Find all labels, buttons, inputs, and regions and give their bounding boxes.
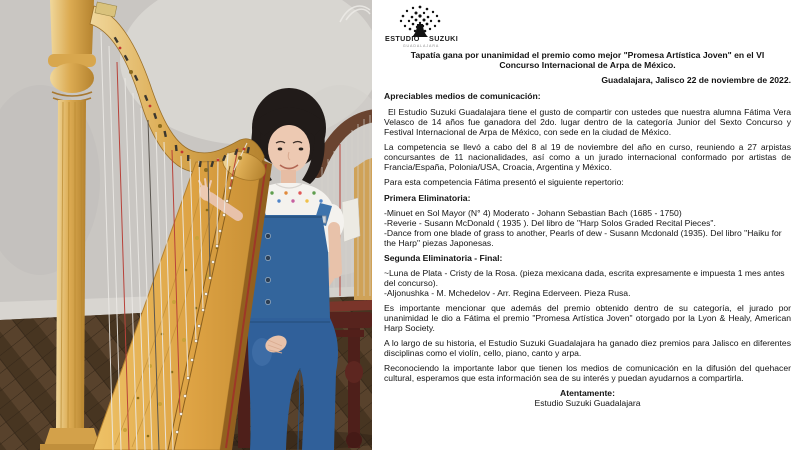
logo-city: GUADALAJARA	[402, 44, 440, 48]
repertoire-item: -Reverie - Susann McDonald ( 1935 ). Del libro de "Harp Solos Graded Recital Pieces".	[384, 217, 716, 228]
dateline: Guadalajara, Jalisco 22 de noviembre de 2022.	[601, 75, 791, 86]
press-release-document	[372, 0, 800, 450]
logo-word-right: SUZUKI	[429, 34, 459, 43]
girl-face	[268, 125, 310, 173]
repertoire-item: ~Luna de Plata - Cristy de la Rosa. (pieza mexicana dada, escrita expresamente e impuesta 1 mes antes del concurso).	[384, 267, 785, 288]
final-round-list	[384, 268, 791, 298]
photo-girl-with-harp	[0, 0, 372, 450]
closing-label: Atentamente:	[560, 388, 615, 399]
first-round-list	[384, 208, 791, 248]
repertoire-item: -Minuet en Sol Mayor (N° 4) Moderato - Johann Sebastian Bach (1685 - 1750)	[384, 207, 682, 218]
paragraph-repertoire-lead: Para esta competencia Fátima presentó el siguiente repertorio:	[384, 177, 624, 188]
logo-word-left: ESTUDIO	[385, 34, 420, 43]
page-title: Tapatía gana por unanimidad el premio como mejor "Promesa Artística Joven" en el VI Concurso Internacional de Arpa de México.	[410, 50, 765, 71]
sheet-paper	[342, 198, 360, 242]
heading-final-round: Segunda Eliminatoria - Final:	[384, 252, 503, 263]
paragraph-media-thanks: Reconociendo la importante labor que tienen los medios de comunicación en la difusión del quehacer cultural, esperamos que esta información sea de su interés y puedan ayudarnos a compartirla.	[384, 363, 791, 384]
estudio-suzuki-logo	[384, 3, 791, 49]
heading-first-round: Primera Eliminatoria:	[384, 192, 471, 203]
repertoire-item: -Dance from one blade of grass to another, Pearls of dew - Susann Mcdonald (1935). Del libro "Haiku for the Harp" piezas Japonesas.	[384, 227, 782, 248]
photo-illustration	[0, 0, 372, 450]
paragraph-special-award: Es importante mencionar que además del premio obtenido dentro de su categoría, el jurado por unanimidad le dio a Fátima el premio "Promesa Artística Joven" otorgado por la Lyon & Healy, American Harp Society.	[384, 302, 791, 334]
repertoire-item: -Aljonushka - M. Mchedelov - Arr. Regina Ederveen. Pieza Rusa.	[384, 287, 631, 298]
closing-signature: Estudio Suzuki Guadalajara	[534, 398, 641, 409]
paragraph-history: A lo largo de su historia, el Estudio Suzuki Guadalajara ha ganado diez premios para Jalisco en diferentes disciplinas como el violín, cello, piano, canto y arpa.	[384, 338, 791, 359]
paragraph-intro: El Estudio Suzuki Guadalajara tiene el gusto de compartir con ustedes que nuestra alumna Fátima Vera Velasco de 14 años fue ganadora del 2do. lugar dentro de la categoría Junior del Sexto Concurso y Festival Internacional de Arpa de México, con sede en la ciudad de México.	[384, 107, 791, 138]
suzuki-tree-icon	[384, 3, 496, 49]
paragraph-competition: La competencia se llevó a cabo del 8 al 19 de noviembre del año en curso, reuniendo a 27 arpistas concursantes de 11 nacionalidades, así como a un jurado internacional conformado por artistas de Francia/España, Polonia/USA, Croacia, Argentina y México.	[384, 142, 791, 173]
salutation: Apreciables medios de comunicación:	[384, 91, 541, 102]
